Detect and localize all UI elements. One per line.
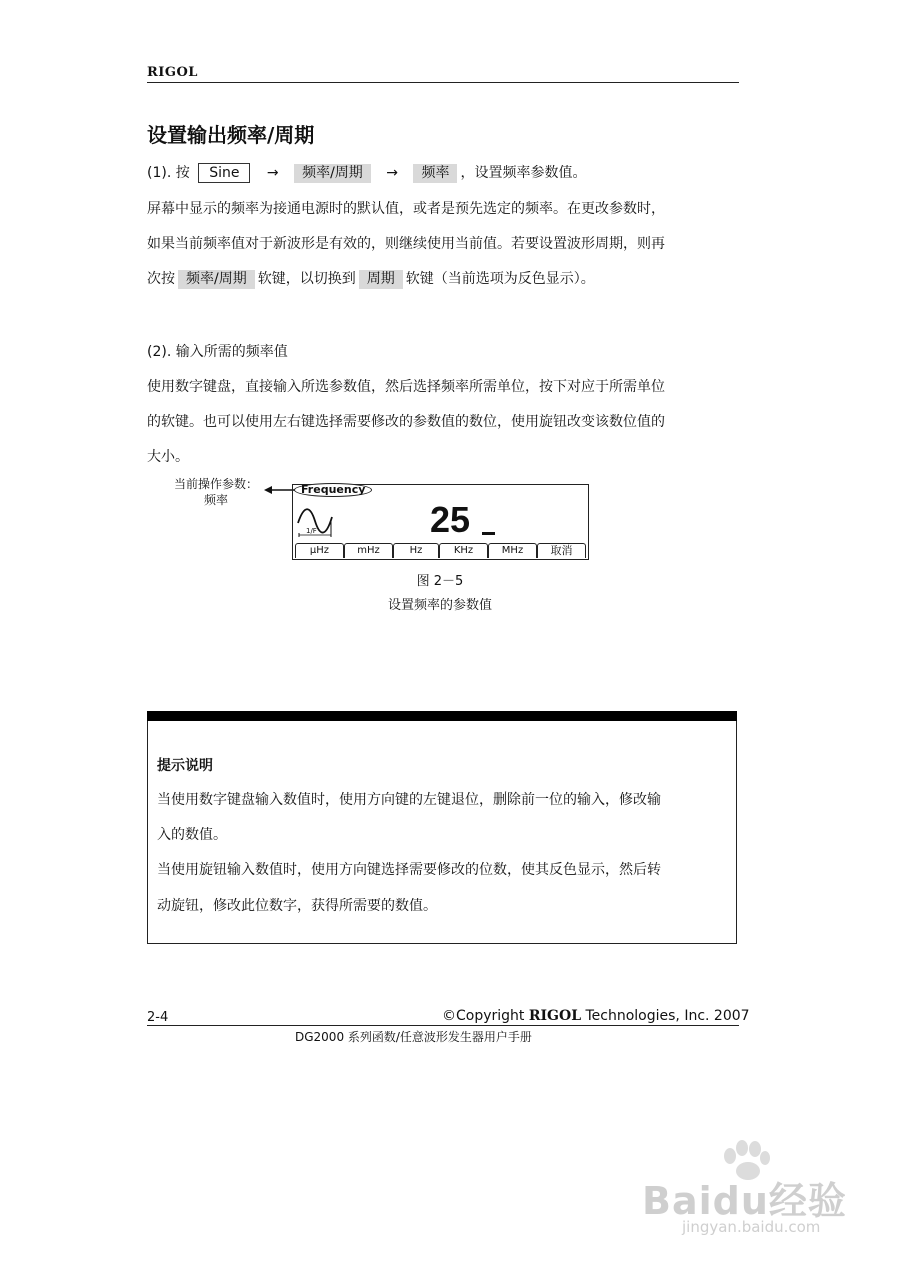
sine-key: Sine xyxy=(198,163,250,183)
step2-paragraph-line: 大小。 xyxy=(147,449,189,465)
note-line: 动旋钮，修改此位数字，获得所需要的数值。 xyxy=(157,898,437,914)
note-line: 当使用旋钮输入数值时，使用方向键选择需要修改的位数，使其反色显示，然后转 xyxy=(157,862,661,878)
watermark-main: Baidu经验 xyxy=(642,1179,847,1223)
arrow-icon: → xyxy=(386,165,398,181)
softkey-period: 周期 xyxy=(359,270,403,289)
wave-period-label: 1/F xyxy=(306,527,317,535)
callout-line: 频率 xyxy=(203,493,228,507)
step1-suffix: ，设置频率参数值。 xyxy=(460,165,587,181)
step2-paragraph-line: 的软键。也可以使用左右键选择需要修改的参数值的数位，使用旋钮改变该数位值的 xyxy=(147,414,665,430)
step1-instruction xyxy=(147,162,747,184)
softkey-cancel: 取消 xyxy=(537,543,586,558)
para-text: 次按 xyxy=(147,271,175,287)
frequency-value: 25 xyxy=(430,499,471,540)
step2-title: (2). 输入所需的频率值 xyxy=(147,344,288,360)
input-cursor xyxy=(482,532,495,535)
figure-callout xyxy=(160,476,272,508)
copyright-suffix: Technologies, Inc. 2007 xyxy=(581,1008,750,1024)
softkey-freq-period: 频率/周期 xyxy=(178,270,255,289)
step1-prefix: (1). 按 xyxy=(147,165,190,181)
section-title: 设置输出频率/周期 xyxy=(147,123,315,147)
figure-number: 图 2－5 xyxy=(416,574,464,589)
step2-paragraph-line: 使用数字键盘，直接输入所选参数值，然后选择频率所需单位，按下对应于所需单位 xyxy=(147,379,665,395)
step1-paragraph-line: 屏幕中显示的频率为接通电源时的默认值，或者是预先选定的频率。在更改参数时， xyxy=(147,201,665,217)
note-line: 入的数值。 xyxy=(157,827,227,843)
softkey-bar xyxy=(293,543,588,558)
watermark-sub: jingyan.baidu.com xyxy=(682,1218,821,1236)
softkey-hz: Hz xyxy=(393,543,439,558)
step1-paragraph-line: 如果当前频率值对于新波形是有效的，则继续使用当前值。若要设置波形周期，则再 xyxy=(147,236,665,252)
callout-line: 当前操作参数： xyxy=(173,477,258,491)
softkey-uhz: μHz xyxy=(295,543,344,558)
frequency-param-label: Frequency xyxy=(294,483,372,497)
header-rule xyxy=(147,82,739,83)
figure-caption: 设置频率的参数值 xyxy=(387,598,492,613)
arrow-icon: → xyxy=(266,165,279,181)
copyright-brand: RIGOL xyxy=(528,1008,582,1024)
para-text: 软键，以切换到 xyxy=(257,271,356,287)
copyright-prefix: ©Copyright xyxy=(442,1008,529,1024)
softkey-khz: KHz xyxy=(439,543,488,558)
page-number: 2-4 xyxy=(147,1010,169,1025)
softkey-freq: 频率 xyxy=(413,164,457,183)
note-heading: 提示说明 xyxy=(157,758,213,774)
manual-title: DG2000 系列函数/任意波形发生器用户手册 xyxy=(295,1030,532,1044)
step1-paragraph-line xyxy=(147,269,747,289)
note-header-bar xyxy=(147,711,737,721)
para-text: 软键（当前选项为反色显示）。 xyxy=(405,271,595,287)
footer-rule xyxy=(147,1025,739,1026)
softkey-mhz-milli: mHz xyxy=(344,543,393,558)
note-line: 当使用数字键盘输入数值时，使用方向键的左键退位，删除前一位的输入，修改输 xyxy=(157,792,661,808)
softkey-mhz-mega: MHz xyxy=(488,543,537,558)
header-brand: RIGOL xyxy=(147,65,198,80)
watermark xyxy=(642,1140,862,1240)
softkey-freq-period: 频率/周期 xyxy=(294,164,371,183)
copyright xyxy=(442,1008,750,1024)
